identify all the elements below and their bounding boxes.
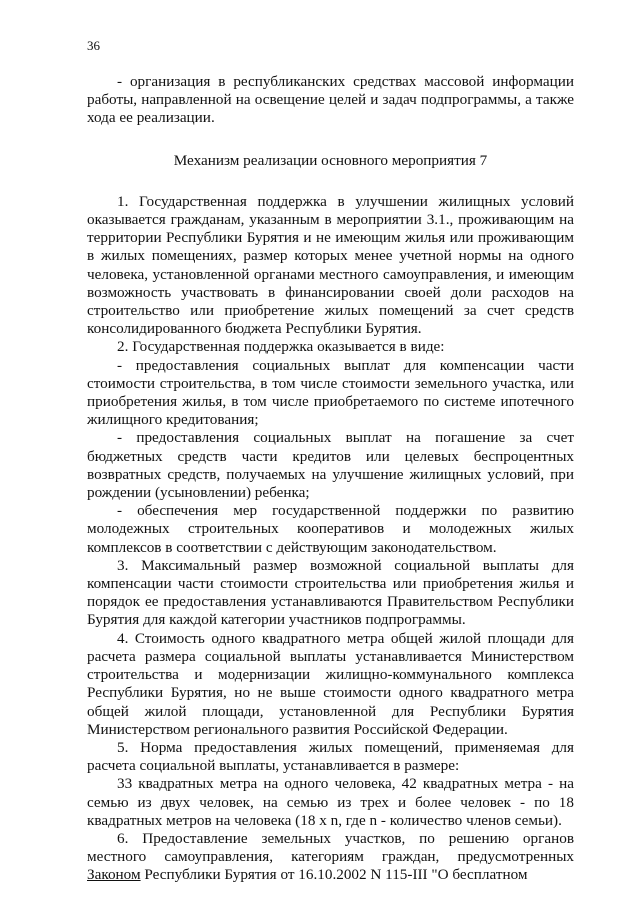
intro-paragraph: - организация в республиканских средствах массовой информации работы, направленной на освещение целей и задач подпрограммы, а также хода ее реализации.	[87, 73, 574, 127]
law-link[interactable]: Законом	[87, 866, 141, 884]
paragraph-5-norms: 33 квадратных метра на одного человека, 42 квадратных метра - на семью из двух человек, на семью из трех и более человек - по 18 квадратных метров на человека (18 x n, где n - количество членов семьи).	[87, 775, 574, 829]
list-item-1: - предоставления социальных выплат для компенсации части стоимости строительства, в том числе стоимости земельного участка, или приобретения жилья, в том числе приобретаемого по системе ипотечного жилищного кредитования;	[87, 356, 574, 429]
paragraph-2: 2. Государственная поддержка оказывается в виде:	[117, 338, 445, 356]
paragraph-6	[87, 830, 574, 885]
document-body	[87, 73, 574, 885]
paragraph-6-text-end: Республики Бурятия от 16.10.2002 N 115-III "О бесплатном	[140, 866, 528, 884]
paragraph-5: 5. Норма предоставления жилых помещений, применяемая для расчета социальной выплаты, устанавливается в размере:	[87, 738, 574, 775]
paragraph-1: 1. Государственная поддержка в улучшении жилищных условий оказывается гражданам, указанным в мероприятии 3.1., проживающим на территории Республики Бурятия и не имеющим жилья или проживающим в жилых помещениях, размер которых менее учетной нормы на одного человека, установленной органами местного самоуправления, и имеющим возможность участвовать в финансировании своей доли расходов на строительство или приобретение жилых помещений за счет средств консолидированного бюджета Республики Бурятия.	[87, 192, 574, 338]
paragraph-4: 4. Стоимость одного квадратного метра общей жилой площади для расчета размера социальной выплаты устанавливается Министерством строительства и модернизации жилищно-коммунального комплекса Республики Бурятия, но не выше стоимости одного квадратного метра общей жилой площади, установленной для Республики Бурятия Министерством регионального развития Российской Федерации.	[87, 629, 574, 738]
list-item-3: - обеспечения мер государственной поддержки по развитию молодежных строительных кооперативов и молодежных жилых комплексов в соответствии с действующим законодательством.	[87, 502, 574, 556]
paragraph-3: 3. Максимальный размер возможной социальной выплаты для компенсации части стоимости строительства или приобретения жилья и порядок ее предоставления устанавливаются Правительством Республики Бурятия для каждой категории участников подпрограммы.	[87, 556, 574, 629]
page-number: 36	[87, 38, 100, 53]
paragraph-6-text-start: 6. Предоставление земельных участков, по решению органов местного самоуправления, категориям граждан, предусмотренных	[87, 829, 574, 866]
list-item-2: - предоставления социальных выплат на погашение за счет бюджетных средств части кредитов или целевых беспроцентных возвратных средств, получаемых на улучшение жилищных условий, при рождении (усыновлении) ребенка;	[87, 429, 574, 502]
section-heading: Механизм реализации основного мероприятия 7	[173, 151, 488, 169]
